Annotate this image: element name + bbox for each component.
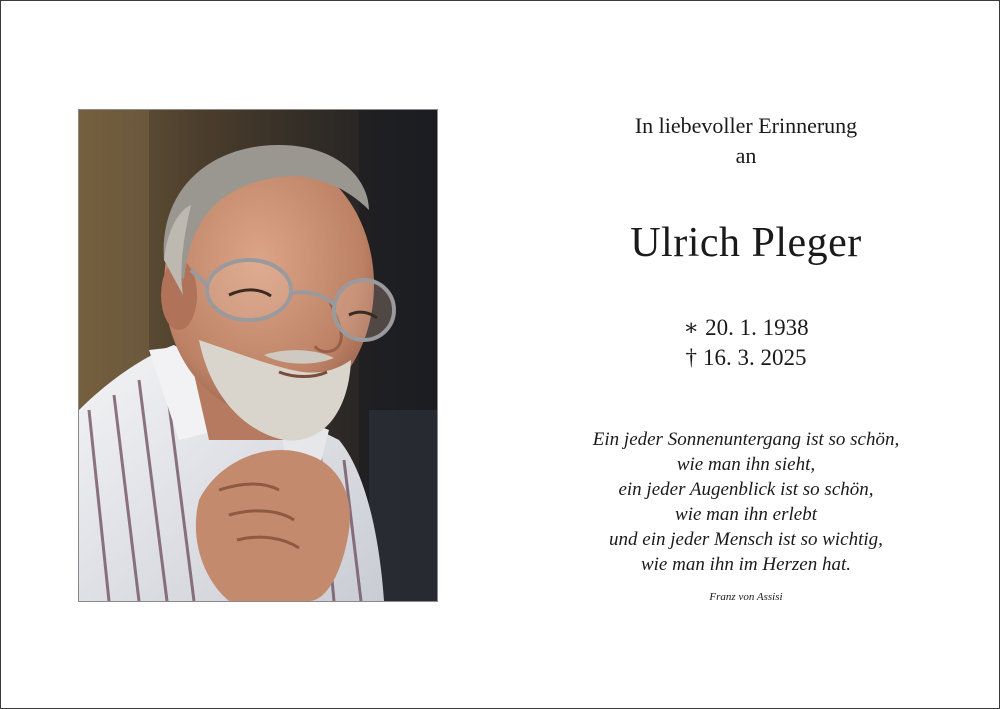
poem-author: Franz von Assisi bbox=[709, 591, 783, 603]
portrait-photo bbox=[78, 109, 438, 602]
death-date-line bbox=[491, 343, 1000, 373]
poem-line: wie man ihn im Herzen hat. bbox=[640, 554, 852, 575]
birth-date-line bbox=[491, 313, 1000, 343]
poem-line: ein jeder Augenblick ist so schön, bbox=[618, 479, 874, 500]
poem-line: und ein jeder Mensch ist so wichtig, bbox=[609, 529, 883, 550]
death-date: 16. 3. 2025 bbox=[703, 345, 807, 370]
birth-date: 20. 1. 1938 bbox=[705, 315, 809, 340]
poem bbox=[491, 427, 1000, 577]
portrait-image bbox=[79, 110, 437, 601]
birth-star-icon: ∗ bbox=[683, 315, 700, 340]
poem-line: Ein jeder Sonnenuntergang ist so schön, bbox=[592, 429, 900, 450]
deceased-name: Ulrich Pleger bbox=[630, 220, 862, 266]
intro-text: In liebevoller Erinnerung bbox=[634, 113, 858, 138]
poem-line: wie man ihn sieht, bbox=[676, 454, 816, 475]
death-cross-icon: † bbox=[685, 345, 697, 370]
intro-text-an: an bbox=[735, 143, 757, 168]
poem-line: wie man ihn erlebt bbox=[675, 504, 817, 525]
